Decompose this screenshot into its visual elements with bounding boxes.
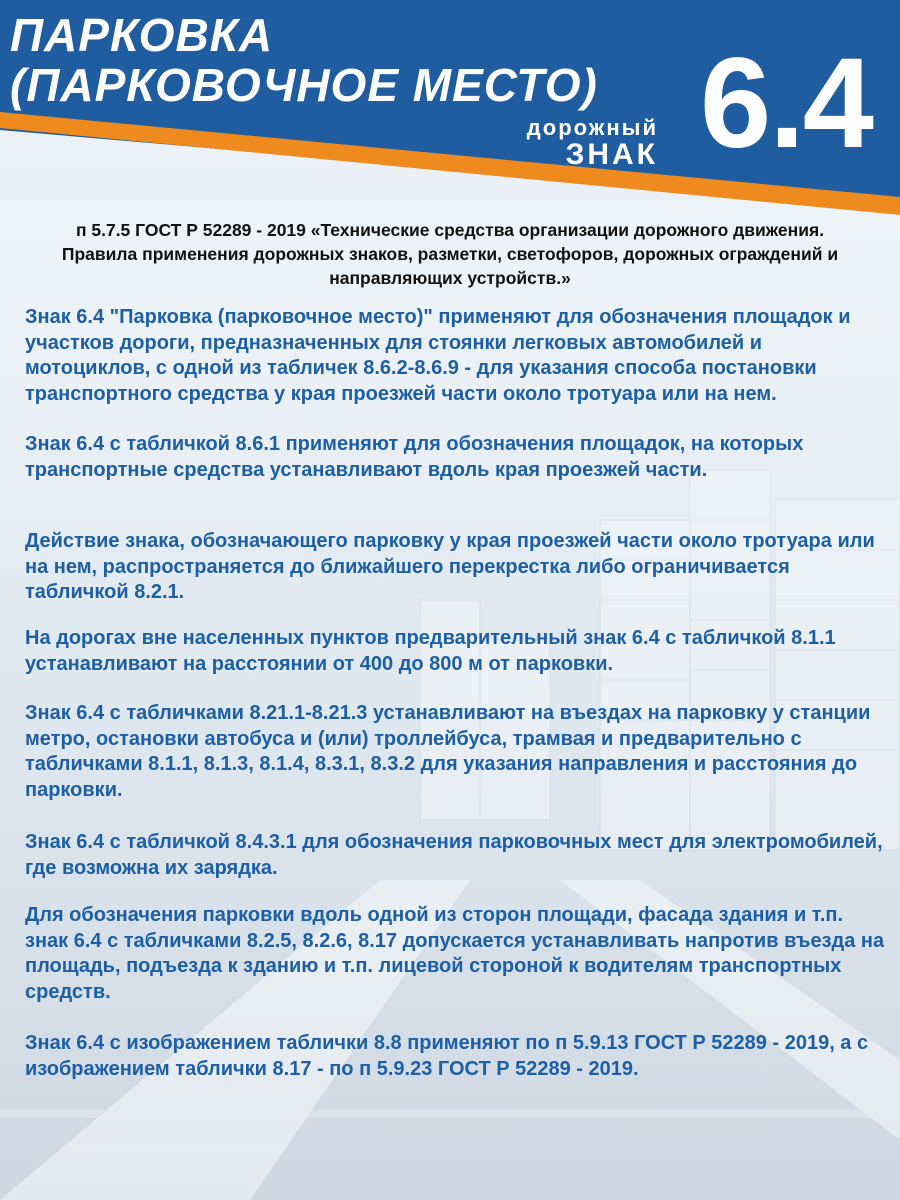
subtitle-big: ЗНАК xyxy=(565,138,658,171)
title-line-2: (ПАРКОВОЧНОЕ МЕСТО) xyxy=(10,59,598,111)
paragraph: Знак 6.4 с табличками 8.21.1-8.21.3 устанавливают на въездах на парковку у станции метро, остановки автобуса и (или) троллейбуса, трамвая и предварительно с табличками 8.1.1, 8.1.3, 8.1.4, 8.3.1, 8.3.2 для указания направления и расстояния до парковки. xyxy=(25,702,871,801)
subtitle-small: дорожный xyxy=(526,115,658,140)
paragraph: Для обозначения парковки вдоль одной из сторон площади, фасада здания и т.п. знак 6.4 с табличками 8.2.5, 8.2.6, 8.17 допускается устанавливать напротив въезда на площадь, подъезда к зданию и т.п. лицевой стороной к водителям транспортных средств. xyxy=(25,904,885,1003)
sign-number: 6.4 xyxy=(700,32,872,175)
paragraph: На дорогах вне населенных пунктов предварительный знак 6.4 с табличкой 8.1.1 устанавливают на расстоянии от 400 до 800 м от парковки. xyxy=(25,627,836,675)
body-text xyxy=(25,305,885,1091)
paragraph: Знак 6.4 "Парковка (парковочное место)" применяют для обозначения площадок и участков дороги, предназначенных для стоянки легковых автомобилей и мотоциклов, с одной из табличек 8.6.2-8.6.9 - для указания способа постановки транспортного средства у края проезжей части около тротуара или на нем. xyxy=(25,306,851,405)
gost-source-reference: п 5.7.5 ГОСТ Р 52289 - 2019 «Технические средства организации дорожного движения. Правила применения дорожных знаков, разметки, светофоров, дорожных ограждений и направляющих устройств.» xyxy=(61,220,839,288)
paragraph: Действие знака, обозначающего парковку у края проезжей части около тротуара или на нем, распространяется до ближайшего перекрестка либо ограничивается табличкой 8.2.1. xyxy=(25,530,875,603)
title-line-1: ПАРКОВКА xyxy=(10,9,274,61)
paragraph: Знак 6.4 с табличкой 8.4.3.1 для обозначения парковочных мест для электромобилей, где возможна их зарядка. xyxy=(25,831,883,879)
paragraph: Знак 6.4 с табличкой 8.6.1 применяют для обозначения площадок, на которых транспортные средства устанавливают вдоль края проезжей части. xyxy=(25,433,804,481)
paragraph: Знак 6.4 с изображением таблички 8.8 применяют по п 5.9.13 ГОСТ Р 52289 - 2019, а с изображением таблички 8.17 - по п 5.9.23 ГОСТ Р 52289 - 2019. xyxy=(25,1032,869,1080)
